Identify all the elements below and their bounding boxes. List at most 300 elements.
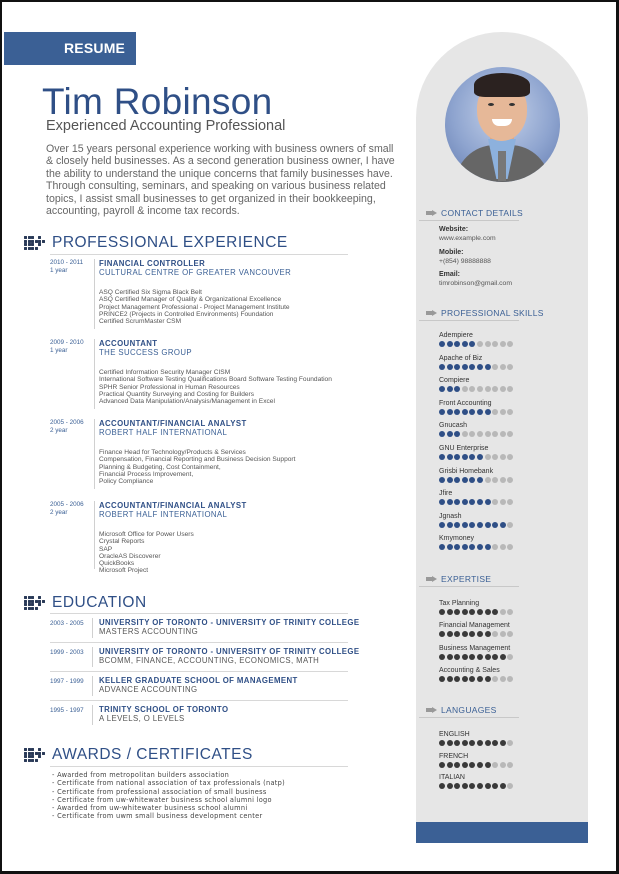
divider <box>419 320 519 321</box>
rating-dot-icon <box>507 631 513 637</box>
resume-tag: RESUME <box>4 32 136 65</box>
rating-label: Financial Management <box>439 622 510 630</box>
profile-photo <box>445 67 560 182</box>
rating-dot-icon <box>447 762 453 768</box>
job-item: Certified Information Security Manager CISM <box>99 369 231 376</box>
rating-dot-icon <box>500 783 506 789</box>
rating-dot-icon <box>447 341 453 347</box>
job-item: Certified ScrumMaster CSM <box>99 318 182 326</box>
rating-dot-icon <box>485 762 491 768</box>
rating-dot-icon <box>485 364 491 370</box>
rating-dot-icon <box>477 544 483 550</box>
skills-rating <box>439 354 513 370</box>
rating-dot-icon <box>485 609 491 615</box>
rating-dot-icon <box>462 609 468 615</box>
job-items <box>99 449 389 485</box>
rating-dot-icon <box>439 477 445 483</box>
rating-dot-icon <box>462 631 468 637</box>
section-experience-heading <box>24 234 288 252</box>
rating-dot-icon <box>507 477 513 483</box>
rating-dot-icon <box>439 609 445 615</box>
award-item: - Certificate from uwm small business development center <box>52 812 263 821</box>
rating-dot-icon <box>439 654 445 660</box>
divider <box>50 642 348 643</box>
rating-dot-icon <box>477 783 483 789</box>
rating-dot-icon <box>439 631 445 637</box>
job-item: OracleAS Discoverer <box>99 552 161 560</box>
degree: ADVANCE ACCOUNTING <box>99 685 198 694</box>
job-item: Compensation, Financial Reporting and Business Decision Support <box>99 456 296 464</box>
skills-rating <box>439 534 513 550</box>
contact-website: Website: www.example.com <box>439 226 496 242</box>
rating-dots <box>439 762 513 768</box>
rating-dots <box>439 386 513 392</box>
job-item: SPHR Senior Professional in Human Resources <box>99 383 240 391</box>
rating-dot-icon <box>507 341 513 347</box>
rating-dot-icon <box>492 386 498 392</box>
divider <box>50 613 348 614</box>
job-item: Project Management Professional - Project Management Institute <box>99 303 290 311</box>
timeline-line <box>94 339 95 409</box>
rating-dots <box>439 431 513 437</box>
job-items <box>99 369 389 405</box>
rating-label: Compiere <box>439 377 470 385</box>
skills-rating <box>439 331 513 347</box>
rating-dot-icon <box>492 609 498 615</box>
candidate-title: Experienced Accounting Professional <box>46 118 286 134</box>
rating-dot-icon <box>477 454 483 460</box>
email-link[interactable]: timrobinson@gmail.com <box>439 279 513 287</box>
rating-dot-icon <box>454 762 460 768</box>
rating-dot-icon <box>507 544 513 550</box>
timeline-line <box>94 419 95 489</box>
rating-dot-icon <box>485 386 491 392</box>
rating-dot-icon <box>447 454 453 460</box>
rating-dot-icon <box>439 454 445 460</box>
rating-dot-icon <box>454 341 460 347</box>
rating-dot-icon <box>469 740 475 746</box>
rating-dot-icon <box>485 740 491 746</box>
rating-dot-icon <box>477 631 483 637</box>
rating-dot-icon <box>469 477 475 483</box>
rating-dot-icon <box>507 762 513 768</box>
section-awards-heading <box>24 746 253 764</box>
divider <box>50 671 348 672</box>
rating-dot-icon <box>462 676 468 682</box>
rating-dot-icon <box>485 477 491 483</box>
expertise-heading: EXPERTISE <box>426 574 491 584</box>
rating-dot-icon <box>462 341 468 347</box>
divider <box>419 220 519 221</box>
rating-dot-icon <box>492 364 498 370</box>
rating-dot-icon <box>469 409 475 415</box>
rating-dot-icon <box>454 654 460 660</box>
rating-label: Accounting & Sales <box>439 666 500 674</box>
rating-dot-icon <box>447 676 453 682</box>
award-item: - Awarded from uw-whitewater business school alumni <box>52 804 248 813</box>
rating-dot-icon <box>462 364 468 370</box>
rating-dots <box>439 341 513 347</box>
divider <box>419 717 519 718</box>
rating-dot-icon <box>454 431 460 437</box>
rating-label: Grisbi Homebank <box>439 467 494 475</box>
rating-dot-icon <box>454 676 460 682</box>
rating-dot-icon <box>485 544 491 550</box>
rating-dot-icon <box>447 409 453 415</box>
rating-dot-icon <box>500 454 506 460</box>
rating-dots <box>439 740 513 746</box>
job-item: Crystal Reports <box>99 538 145 546</box>
skills-rating <box>439 467 513 483</box>
skills-rating <box>439 489 513 505</box>
rating-dot-icon <box>485 431 491 437</box>
rating-dot-icon <box>469 783 475 789</box>
website-link[interactable]: www.example.com <box>439 234 496 242</box>
rating-label: FRENCH <box>439 752 469 760</box>
rating-label: Kmymoney <box>439 535 475 543</box>
job-dates: 2005 - 2006 2 year <box>50 501 84 516</box>
rating-dot-icon <box>492 740 498 746</box>
rating-label: Business Management <box>439 644 511 652</box>
rating-dot-icon <box>447 499 453 505</box>
contact-mobile: Mobile: +(854) 98888888 <box>439 249 491 265</box>
rating-dot-icon <box>469 364 475 370</box>
rating-dot-icon <box>462 386 468 392</box>
rating-label: Adempiere <box>439 332 473 339</box>
rating-label: GNU Enterprise <box>439 445 489 452</box>
rating-dot-icon <box>485 454 491 460</box>
rating-dot-icon <box>454 609 460 615</box>
job-dates: 2010 - 2011 1 year <box>50 259 84 274</box>
rating-dot-icon <box>454 522 460 528</box>
rating-dot-icon <box>477 676 483 682</box>
rating-dots <box>439 654 513 660</box>
rating-dot-icon <box>439 431 445 437</box>
rating-dot-icon <box>500 609 506 615</box>
award-item: - Awarded from metropolitan builders association <box>52 771 230 779</box>
award-item: - Certificate from national association of tax professionals (natp) <box>52 779 286 788</box>
mobile-number: +(854) 98888888 <box>439 257 491 265</box>
job-item: Policy Compliance <box>99 478 154 486</box>
section-title: PROFESSIONAL EXPERIENCE <box>52 234 288 251</box>
rating-dot-icon <box>507 499 513 505</box>
rating-dot-icon <box>462 544 468 550</box>
rating-dot-icon <box>469 609 475 615</box>
rating-dot-icon <box>507 386 513 392</box>
rating-dot-icon <box>462 522 468 528</box>
job-org: ROBERT HALF INTERNATIONAL <box>99 510 228 519</box>
rating-dot-icon <box>454 740 460 746</box>
rating-dot-icon <box>485 654 491 660</box>
rating-dot-icon <box>439 341 445 347</box>
job-item: PRINCE2 (Projects in Controlled Environments) Foundation <box>99 310 274 318</box>
rating-dot-icon <box>492 676 498 682</box>
timeline-line <box>94 259 95 329</box>
education-dates: 1997 - 1999 <box>50 678 84 685</box>
rating-dot-icon <box>507 783 513 789</box>
job-item: International Software Testing Qualifications Board Software Testing Foundation <box>99 376 332 384</box>
languages-rating <box>439 730 513 746</box>
job-item: QuickBooks <box>99 560 135 568</box>
rating-dots <box>439 454 513 460</box>
rating-dot-icon <box>469 341 475 347</box>
arrow-right-icon <box>426 576 437 583</box>
rating-dot-icon <box>507 740 513 746</box>
rating-dot-icon <box>462 762 468 768</box>
expertise-rating <box>439 621 513 637</box>
section-title: EDUCATION <box>52 594 147 611</box>
rating-dot-icon <box>500 522 506 528</box>
rating-dots <box>439 631 513 637</box>
rating-dot-icon <box>454 386 460 392</box>
awards-list <box>52 771 285 821</box>
skills-rating <box>439 512 513 528</box>
rating-dot-icon <box>492 477 498 483</box>
rating-dot-icon <box>500 740 506 746</box>
rating-dot-icon <box>454 783 460 789</box>
rating-dot-icon <box>454 409 460 415</box>
rating-dot-icon <box>462 499 468 505</box>
rating-label: Tax Planning <box>439 600 480 607</box>
rating-label: ENGLISH <box>439 731 470 738</box>
rating-dot-icon <box>500 631 506 637</box>
rating-dot-icon <box>492 431 498 437</box>
rating-dots <box>439 409 513 415</box>
rating-dots <box>439 364 513 370</box>
rating-dot-icon <box>485 499 491 505</box>
rating-dot-icon <box>454 477 460 483</box>
skills-rating <box>439 399 513 415</box>
rating-dot-icon <box>492 454 498 460</box>
rating-dots <box>439 676 513 682</box>
timeline-line <box>94 501 95 569</box>
professional-skills-heading: PROFESSIONAL SKILLS <box>426 308 544 318</box>
job-item: SAP <box>99 545 113 553</box>
job-item: ASQ Certified Manager of Quality & Organizational Excellence <box>99 296 282 304</box>
rating-dot-icon <box>439 522 445 528</box>
job-org: CULTURAL CENTRE OF GREATER VANCOUVER <box>99 268 292 277</box>
rating-dot-icon <box>447 544 453 550</box>
degree: BCOMM, FINANCE, ACCOUNTING, ECONOMICS, MATH <box>99 656 320 665</box>
rating-dot-icon <box>492 654 498 660</box>
school-name: TRINITY SCHOOL OF TORONTO <box>99 705 229 714</box>
rating-dot-icon <box>492 499 498 505</box>
rating-dot-icon <box>454 454 460 460</box>
rating-dot-icon <box>477 386 483 392</box>
rating-dot-icon <box>462 654 468 660</box>
job-items <box>99 289 389 325</box>
divider <box>419 586 519 587</box>
rating-dot-icon <box>507 364 513 370</box>
rating-dot-icon <box>454 544 460 550</box>
arrow-right-icon <box>426 707 437 714</box>
rating-dot-icon <box>492 544 498 550</box>
divider <box>50 254 348 255</box>
rating-dot-icon <box>477 409 483 415</box>
rating-dot-icon <box>447 783 453 789</box>
rating-dot-icon <box>500 762 506 768</box>
timeline-line <box>92 705 93 725</box>
expertise-rating <box>439 644 513 660</box>
rating-dot-icon <box>469 522 475 528</box>
rating-dot-icon <box>500 499 506 505</box>
rating-dot-icon <box>500 654 506 660</box>
rating-dot-icon <box>477 477 483 483</box>
rating-dot-icon <box>469 631 475 637</box>
education-dates: 1995 - 1997 <box>50 707 84 714</box>
divider <box>50 766 348 767</box>
rating-label: Apache of Biz <box>439 354 483 362</box>
rating-dots <box>439 609 513 615</box>
rating-label: ITALIAN <box>439 774 465 781</box>
sidebar-footer-bar <box>416 822 588 843</box>
rating-dot-icon <box>500 676 506 682</box>
rating-dots <box>439 783 513 789</box>
languages-rating <box>439 752 513 768</box>
rating-dot-icon <box>439 499 445 505</box>
arrow-right-icon <box>426 310 437 317</box>
rating-label: Jfire <box>439 490 453 498</box>
rating-dot-icon <box>447 386 453 392</box>
rating-dot-icon <box>469 544 475 550</box>
rating-dot-icon <box>477 762 483 768</box>
job-item: Finance Head for Technology/Products & Services <box>99 449 246 456</box>
rating-dot-icon <box>454 631 460 637</box>
rating-dot-icon <box>507 409 513 415</box>
job-item: Microsoft Office for Power Users <box>99 531 194 538</box>
rating-dot-icon <box>507 676 513 682</box>
rating-dot-icon <box>477 654 483 660</box>
rating-dot-icon <box>507 654 513 660</box>
rating-dot-icon <box>462 454 468 460</box>
school-name: UNIVERSITY OF TORONTO - UNIVERSITY OF TRINITY COLLEGE <box>99 618 360 627</box>
rating-dot-icon <box>492 783 498 789</box>
expertise-rating <box>439 666 513 682</box>
skills-rating <box>439 376 513 392</box>
rating-dot-icon <box>500 364 506 370</box>
school-name: UNIVERSITY OF TORONTO - UNIVERSITY OF TRINITY COLLEGE <box>99 647 360 656</box>
rating-dot-icon <box>462 409 468 415</box>
summary-paragraph: Over 15 years personal experience working with business owners of small & closely held businesses. As a second generation business owner, I have the ability to understand the unique concerns that family businesses have. Through consulting, seminars, and speaking on various business related topics, I assist small businesses to get organized in their bookkeeping, accounting, payroll & income tax records. <box>46 143 395 218</box>
rating-dot-icon <box>447 522 453 528</box>
rating-dot-icon <box>447 364 453 370</box>
rating-dot-icon <box>469 762 475 768</box>
rating-dot-icon <box>477 431 483 437</box>
rating-dot-icon <box>485 783 491 789</box>
job-item: Planning & Budgeting, Cost Containment, <box>99 463 221 471</box>
degree: A LEVELS, O LEVELS <box>99 714 185 723</box>
languages-rating <box>439 773 513 789</box>
rating-dot-icon <box>447 740 453 746</box>
rating-dot-icon <box>447 431 453 437</box>
degree: MASTERS ACCOUNTING <box>99 627 199 636</box>
skills-rating <box>439 421 513 437</box>
job-item: Practical Quantity Surveying and Costing for Builders <box>99 390 255 398</box>
rating-dot-icon <box>439 676 445 682</box>
award-item: - Certificate from professional association of small business <box>52 787 267 796</box>
rating-dot-icon <box>507 431 513 437</box>
rating-dot-icon <box>462 783 468 789</box>
job-item: Financial Process Improvement, <box>99 470 194 478</box>
rating-dot-icon <box>447 631 453 637</box>
rating-dot-icon <box>507 609 513 615</box>
rating-dot-icon <box>454 364 460 370</box>
timeline-line <box>92 676 93 696</box>
rating-dot-icon <box>447 654 453 660</box>
rating-dot-icon <box>462 431 468 437</box>
dot-grid-icon <box>24 596 46 610</box>
rating-dot-icon <box>447 477 453 483</box>
rating-dot-icon <box>500 477 506 483</box>
rating-dot-icon <box>477 341 483 347</box>
rating-dot-icon <box>447 609 453 615</box>
rating-dot-icon <box>469 676 475 682</box>
rating-dot-icon <box>485 409 491 415</box>
rating-dot-icon <box>492 522 498 528</box>
timeline-line <box>92 647 93 667</box>
rating-dot-icon <box>469 454 475 460</box>
rating-dots <box>439 522 513 528</box>
rating-dot-icon <box>500 544 506 550</box>
rating-dot-icon <box>485 341 491 347</box>
section-education-heading <box>24 594 147 612</box>
skills-rating <box>439 444 513 460</box>
rating-dot-icon <box>439 544 445 550</box>
rating-dot-icon <box>477 522 483 528</box>
rating-dot-icon <box>439 364 445 370</box>
contact-details-heading: CONTACT DETAILS <box>426 208 523 218</box>
award-item: - Certificate from uw-whitewater business school alumni logo <box>52 795 272 804</box>
rating-dot-icon <box>477 740 483 746</box>
rating-dot-icon <box>500 431 506 437</box>
rating-dots <box>439 477 513 483</box>
job-role: FINANCIAL CONTROLLER <box>99 259 206 268</box>
rating-dot-icon <box>492 341 498 347</box>
candidate-name: Tim Robinson <box>42 81 273 122</box>
rating-dot-icon <box>485 631 491 637</box>
rating-label: Gnucash <box>439 422 468 430</box>
rating-dot-icon <box>492 409 498 415</box>
rating-dot-icon <box>507 522 513 528</box>
job-role: ACCOUNTANT <box>99 339 158 348</box>
job-item: Advanced Data Manipulation/Analysis/Management in Excel <box>99 398 275 406</box>
job-org: THE SUCCESS GROUP <box>99 348 193 357</box>
education-dates: 2003 - 2005 <box>50 620 84 627</box>
rating-label: Jgnash <box>439 512 462 520</box>
rating-dot-icon <box>492 631 498 637</box>
job-dates: 2005 - 2006 2 year <box>50 419 84 434</box>
rating-dot-icon <box>469 499 475 505</box>
rating-dot-icon <box>485 522 491 528</box>
rating-dots <box>439 544 513 550</box>
arrow-right-icon <box>426 210 437 217</box>
job-items <box>99 531 389 575</box>
rating-dot-icon <box>439 386 445 392</box>
rating-dot-icon <box>477 364 483 370</box>
school-name: KELLER GRADUATE SCHOOL OF MANAGEMENT <box>99 676 298 685</box>
rating-dot-icon <box>500 341 506 347</box>
expertise-rating <box>439 599 513 615</box>
job-item: Microsoft Project <box>99 567 149 575</box>
job-role: ACCOUNTANT/FINANCIAL ANALYST <box>99 419 247 428</box>
rating-dot-icon <box>469 431 475 437</box>
rating-dot-icon <box>507 454 513 460</box>
dot-grid-icon <box>24 748 46 762</box>
rating-dot-icon <box>469 386 475 392</box>
rating-dot-icon <box>500 386 506 392</box>
job-dates: 2009 - 2010 1 year <box>50 339 84 354</box>
rating-dot-icon <box>439 762 445 768</box>
